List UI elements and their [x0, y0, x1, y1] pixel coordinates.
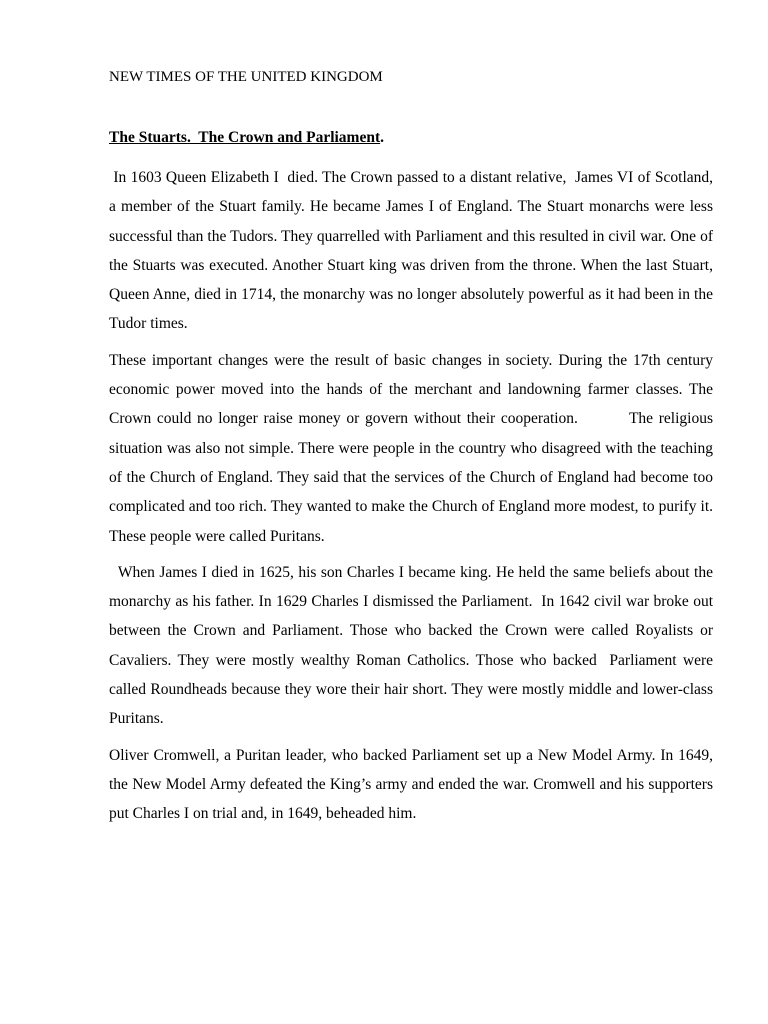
paragraph-civil-war: When James I died in 1625, his son Charles I became king. He held the same beliefs about the monarchy as his father. In 1629 Charles I dismissed the Parliament. In 1642 civil war broke out between the Crown and Parliament. Those who backed the Crown were called Royalists or Cavaliers. They were mostly wealthy Roman Catholics. Those who backed Parliament were called Roundheads because they wore their hair short. They were mostly middle and lower-class Puritans.	[109, 563, 717, 728]
section-heading	[109, 127, 713, 149]
paragraph-cromwell: Oliver Cromwell, a Puritan leader, who backed Parliament set up a New Model Army. In 1649, the New Model Army defeated the King’s army and ended the war. Cromwell and his supporters put Charles I on trial and, in 1649, beheaded him.	[109, 746, 717, 823]
section-heading-period: .	[380, 129, 385, 146]
document-title: NEW TIMES OF THE UNITED KINGDOM	[109, 69, 383, 85]
document-body	[109, 66, 717, 836]
paragraph-stuarts-intro: In 1603 Queen Elizabeth I died. The Crown passed to a distant relative, James VI of Scotland, a member of the Stuart family. He became James I of England. The Stuart monarchs were less successful than the Tudors. They quarrelled with Parliament and this resulted in civil war. One of the Stuarts was executed. Another Stuart king was driven from the throne. When the last Stuart, Queen Anne, died in 1714, the monarchy was no longer absolutely powerful as it had been in the Tudor times.	[109, 169, 717, 333]
paragraph-social-changes: These important changes were the result of basic changes in society. During the 17th century economic power moved into the hands of the merchant and landowning farmer classes. The Crown could no longer raise money or govern without their cooperation. The religious situation was also not simple. There were people in the country who disagreed with the teaching of the Church of England. They said that the services of the Church of England had become too complicated and too rich. They wanted to make the Church of England more modest, to purify it. These people were called Puritans.	[109, 351, 717, 545]
section-heading-text: The Stuarts. The Crown and Parliament	[109, 129, 381, 146]
